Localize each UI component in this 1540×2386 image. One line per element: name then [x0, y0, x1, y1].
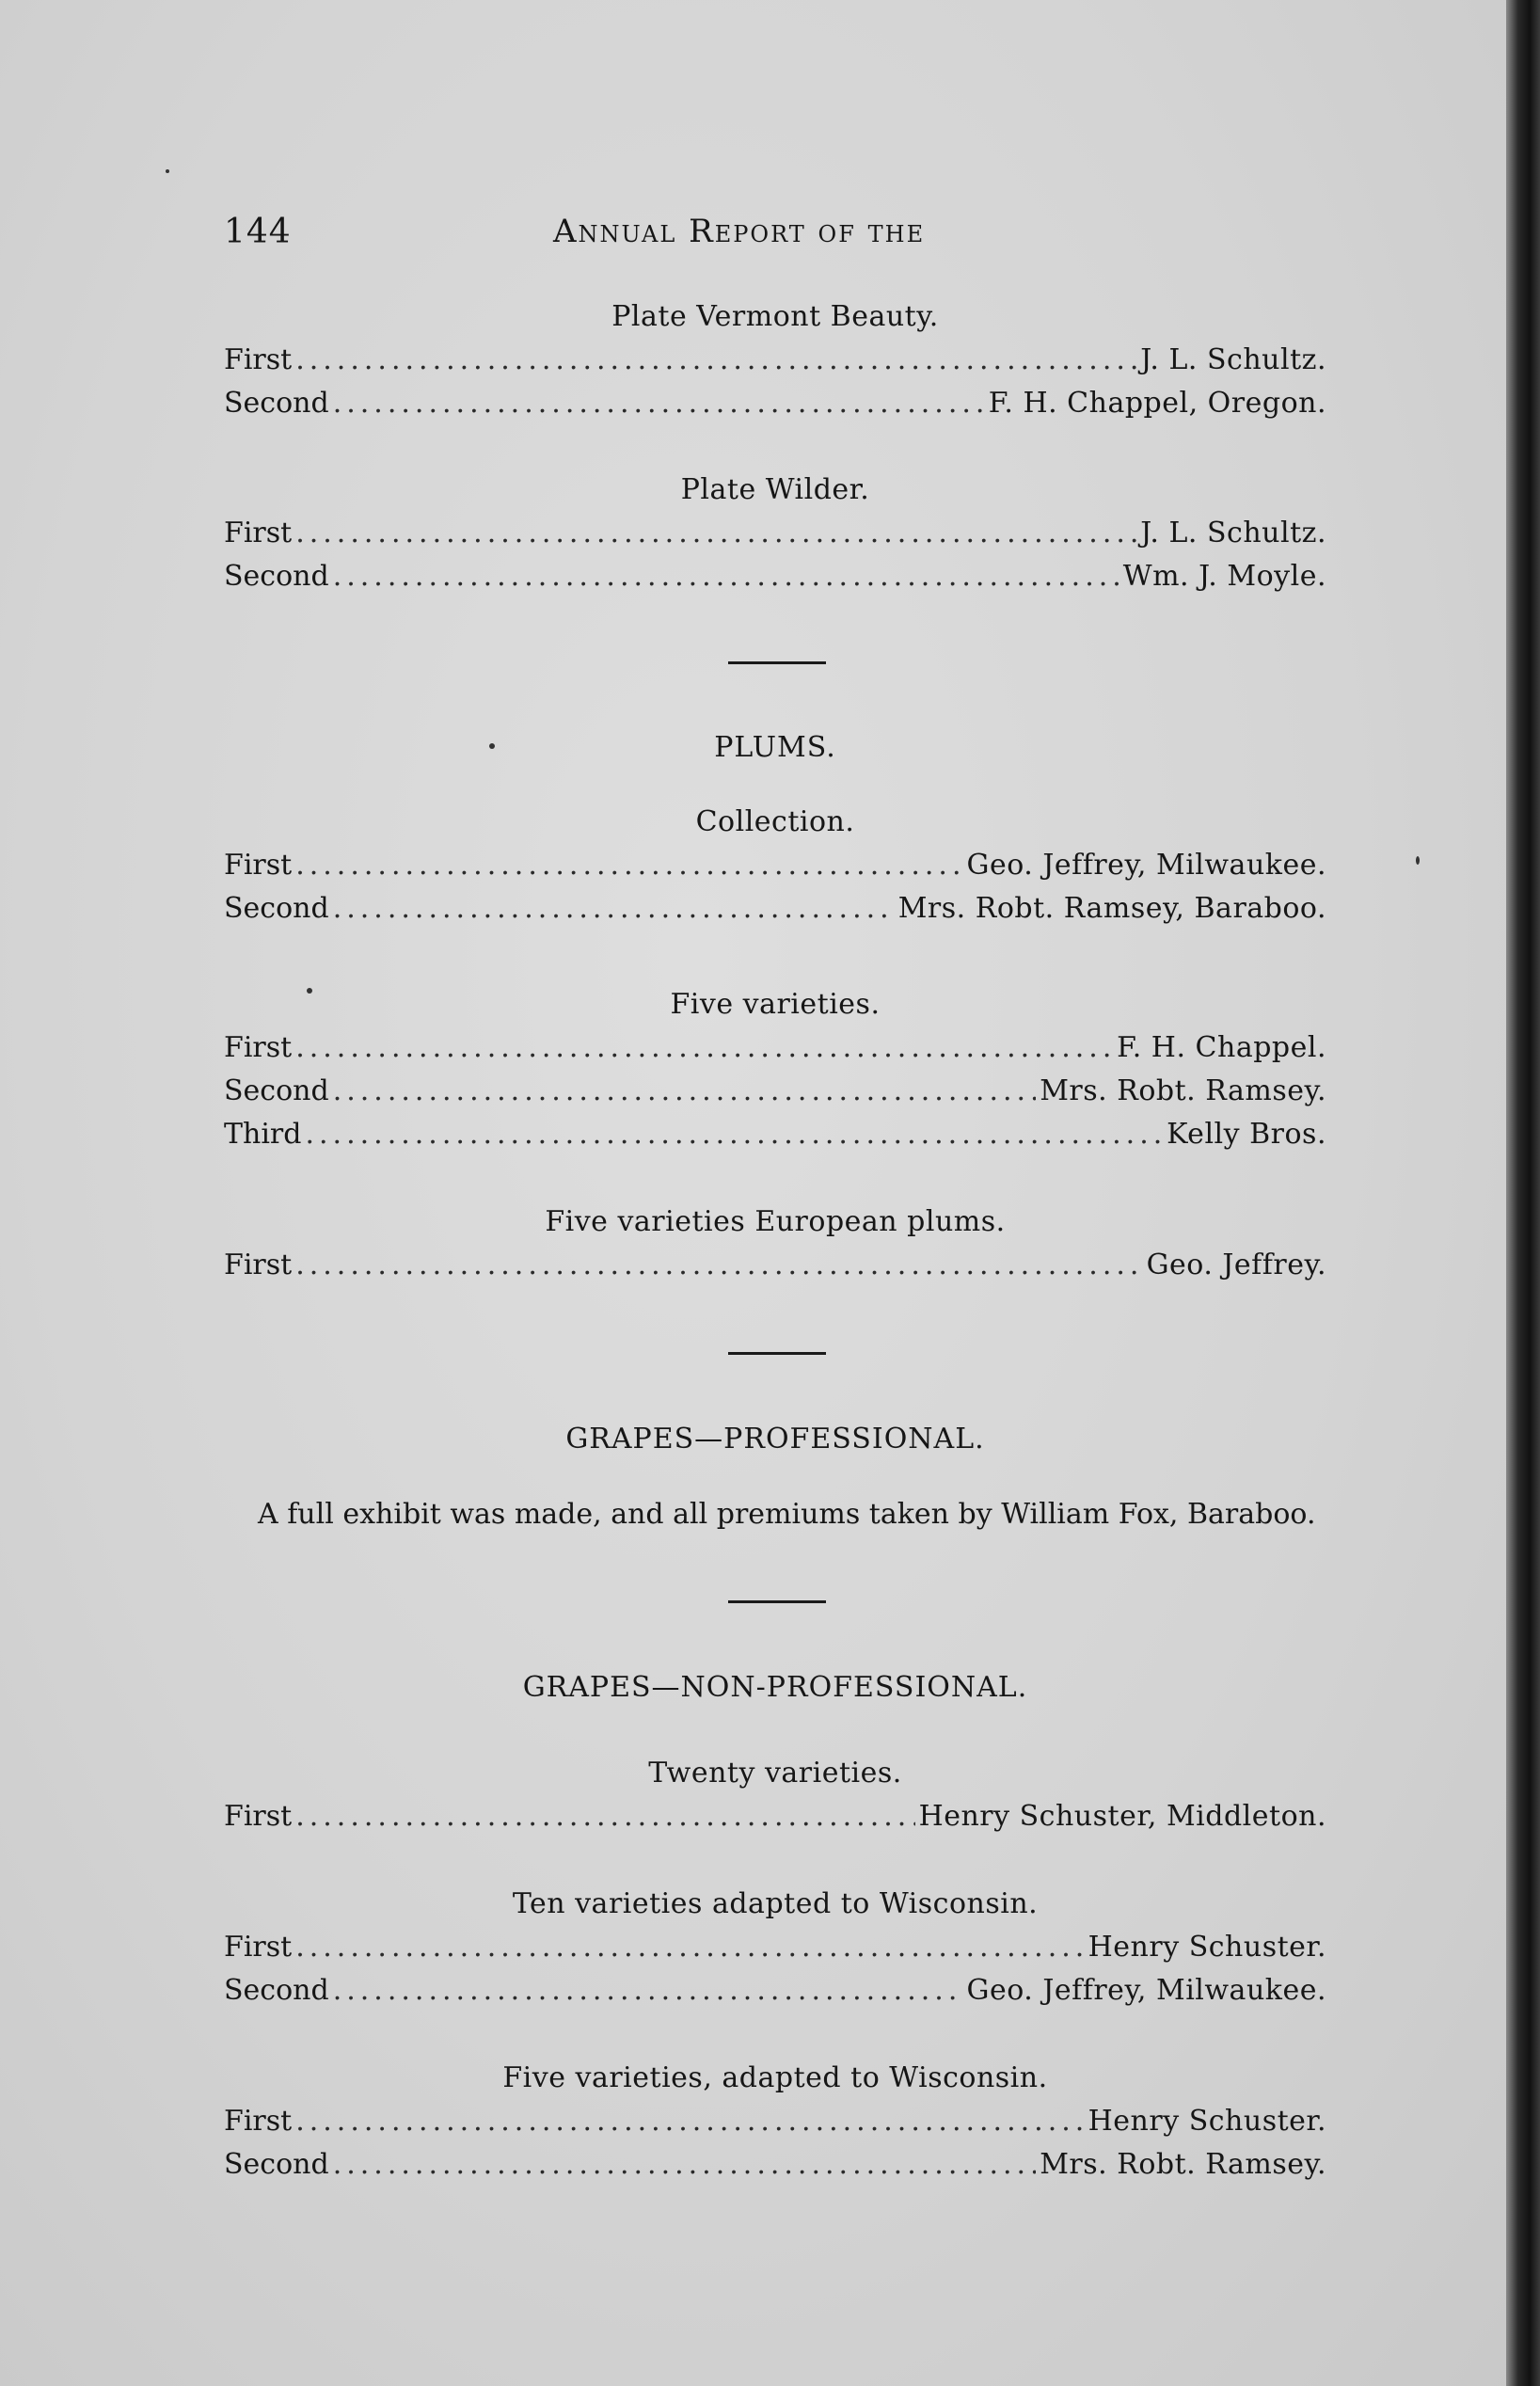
award-place: Second	[224, 2148, 329, 2181]
award-winner: Wm. J. Moyle.	[1122, 560, 1326, 593]
grapes-professional-paragraph	[224, 1493, 1326, 1536]
grapes-professional-title-block	[224, 1418, 1326, 1461]
award-winner: Mrs. Robt. Ramsey.	[1040, 1074, 1326, 1107]
grapes-non-professional-title-block	[224, 1666, 1326, 1710]
dot-leader	[333, 887, 895, 931]
award-section-five-varieties	[224, 983, 1326, 1156]
award-place: First	[224, 517, 293, 549]
award-row	[224, 1969, 1326, 2012]
award-row	[224, 844, 1326, 887]
award-place: Second	[224, 387, 329, 420]
section-heading: Five varieties European plums.	[545, 1205, 1006, 1238]
award-row	[224, 339, 1326, 382]
section-heading: Plate Vermont Beauty.	[611, 300, 939, 333]
award-winner: Mrs. Robt. Ramsey.	[1040, 2148, 1326, 2181]
award-row	[224, 1070, 1326, 1113]
dot-leader	[295, 844, 962, 887]
section-title-grapes-professional: GRAPES—PROFESSIONAL.	[565, 1423, 985, 1455]
award-row	[224, 382, 1326, 425]
book-spine-edge	[1506, 0, 1540, 2386]
award-place: First	[224, 343, 293, 376]
award-row	[224, 512, 1326, 555]
award-winner: Geo. Jeffrey, Milwaukee.	[966, 1974, 1326, 2007]
award-row	[224, 1113, 1326, 1156]
section-heading: Five varieties, adapted to Wisconsin.	[502, 2061, 1048, 2094]
award-section-twenty-varieties	[224, 1752, 1326, 1838]
award-section-european-plums	[224, 1201, 1326, 1287]
plums-title-block	[224, 726, 1326, 770]
award-place: Second	[224, 892, 329, 925]
dot-leader	[333, 382, 985, 425]
print-speck	[166, 169, 169, 173]
award-section-plums-collection	[224, 801, 1326, 931]
award-place: First	[224, 1031, 293, 1064]
award-winner: Henry Schuster.	[1088, 1931, 1326, 1964]
paragraph-text: A full exhibit was made, and all premiums taken by William Fox, Baraboo.	[258, 1498, 1316, 1531]
section-heading: Twenty varieties.	[648, 1757, 902, 1790]
award-section-plate-wilder	[224, 469, 1326, 598]
award-section-ten-varieties	[224, 1883, 1326, 2012]
award-row	[224, 887, 1326, 931]
award-place: Second	[224, 1974, 329, 2007]
dot-leader	[333, 1969, 963, 2012]
section-divider	[728, 1600, 826, 1603]
dot-leader	[295, 1026, 1113, 1070]
dot-leader	[295, 512, 1136, 555]
award-row	[224, 1244, 1326, 1287]
award-winner: Mrs. Robt. Ramsey, Baraboo.	[897, 892, 1326, 925]
award-row	[224, 2100, 1326, 2143]
award-section-five-varieties-wisconsin	[224, 2057, 1326, 2187]
dot-leader	[333, 555, 1119, 598]
section-title-grapes-non-professional: GRAPES—NON-PROFESSIONAL.	[522, 1671, 1028, 1704]
award-winner: Henry Schuster.	[1088, 2105, 1326, 2138]
dot-leader	[333, 2143, 1037, 2187]
dot-leader	[295, 339, 1136, 382]
award-place: First	[224, 2105, 293, 2138]
award-section-plate-vermont-beauty	[224, 295, 1326, 425]
dot-leader	[295, 2100, 1084, 2143]
award-row	[224, 555, 1326, 598]
award-place: Second	[224, 1074, 329, 1107]
award-row	[224, 2143, 1326, 2187]
print-speck	[1416, 856, 1420, 865]
award-winner: J. L. Schultz.	[1140, 343, 1326, 376]
dot-leader	[295, 1926, 1084, 1969]
award-winner: Geo. Jeffrey, Milwaukee.	[966, 849, 1326, 882]
section-title-plums: PLUMS.	[714, 731, 836, 764]
award-place: First	[224, 1249, 293, 1281]
section-heading: Collection.	[695, 805, 855, 838]
award-winner: J. L. Schultz.	[1140, 517, 1326, 549]
dot-leader	[305, 1113, 1163, 1156]
award-row	[224, 1026, 1326, 1070]
award-place: Second	[224, 560, 329, 593]
dot-leader	[295, 1795, 914, 1838]
award-place: Third	[224, 1118, 302, 1151]
award-row	[224, 1926, 1326, 1969]
section-heading: Plate Wilder.	[680, 473, 870, 506]
dot-leader	[295, 1244, 1142, 1287]
section-heading: Five varieties.	[670, 988, 881, 1021]
section-divider	[728, 1352, 826, 1355]
award-winner: F. H. Chappel, Oregon.	[988, 387, 1326, 420]
award-row	[224, 1795, 1326, 1838]
award-winner: Geo. Jeffrey.	[1146, 1249, 1326, 1281]
award-place: First	[224, 849, 293, 882]
award-place: First	[224, 1800, 293, 1833]
award-winner: Henry Schuster, Middleton.	[918, 1800, 1326, 1833]
award-place: First	[224, 1931, 293, 1964]
section-divider	[728, 661, 826, 664]
page-number: 144	[224, 213, 292, 251]
running-head-title: Annual Report of the	[553, 213, 926, 250]
award-winner: Kelly Bros.	[1167, 1118, 1326, 1151]
award-winner: F. H. Chappel.	[1117, 1031, 1326, 1064]
dot-leader	[333, 1070, 1037, 1113]
section-heading: Ten varieties adapted to Wisconsin.	[512, 1887, 1039, 1920]
running-head	[224, 213, 1326, 260]
